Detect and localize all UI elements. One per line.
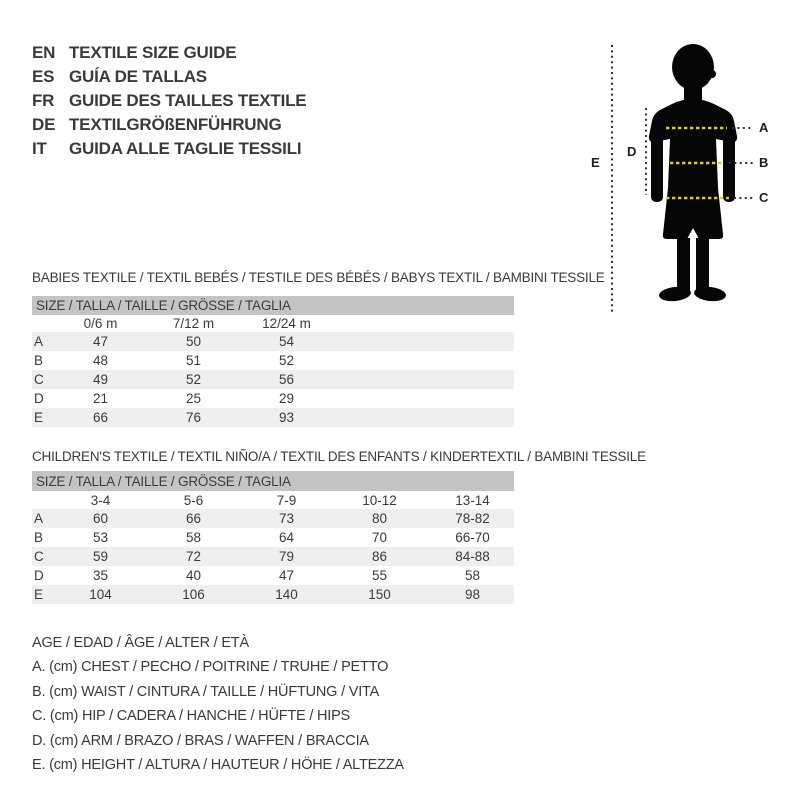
child-silhouette-icon [649, 44, 737, 303]
measurement-diagram [585, 40, 800, 325]
lang-row-es [32, 65, 306, 89]
children-col-1: 5-6 [183, 493, 204, 508]
lang-row-it [32, 137, 306, 161]
children-column-header-row [32, 492, 514, 509]
children-col-2: 7-9 [276, 493, 297, 508]
table-row: D 21 25 29 [34, 391, 295, 406]
lang-code-de: DE [32, 115, 56, 134]
table-row: A 60 66 73 80 78-82 [32, 509, 514, 528]
lang-title-fr: GUIDE DES TAILLES TEXTILE [69, 91, 307, 110]
babies-section-title: BABIES TEXTILE / TEXTIL BEBÉS / TESTILE DES BÉBÉS / BABYS TEXTIL / BAMBINI TESSILE [32, 270, 605, 285]
lang-title-de: TEXTILGRÖßENFÜHRUNG [69, 115, 282, 134]
lang-title-es: GUÍA DE TALLAS [69, 67, 207, 86]
legend-arm: D. (cm) ARM / BRAZO / BRAS / WAFFEN / BRACCIA [32, 732, 369, 749]
table-row: B 48 51 52 [34, 353, 295, 368]
children-col-3: 10-12 [362, 493, 397, 508]
table-row: C 59 72 79 86 84-88 [32, 547, 514, 566]
diagram-label-c: C [759, 190, 769, 205]
legend-hip: C. (cm) HIP / CADERA / HANCHE / HÜFTE / HIPS [32, 708, 351, 725]
diagram-label-b: B [759, 155, 769, 170]
babies-col-0: 0/6 m [83, 316, 118, 331]
language-title-block [32, 41, 306, 161]
lang-code-en: EN [32, 43, 56, 62]
table-row: C 49 52 56 [32, 370, 514, 389]
lang-title-en: TEXTILE SIZE GUIDE [69, 43, 237, 62]
babies-column-header-row [32, 315, 514, 332]
children-size-header-bar: SIZE / TALLA / TAILLE / GRÖSSE / TAGLIA [32, 471, 514, 491]
children-table [32, 492, 514, 604]
babies-col-2: 12/24 m [262, 316, 311, 331]
children-col-4: 13-14 [455, 493, 490, 508]
diagram-label-a: A [759, 120, 769, 135]
legend-waist: B. (cm) WAIST / CINTURA / TAILLE / HÜFTUNG / VITA [32, 683, 380, 700]
lang-code-fr: FR [32, 91, 55, 110]
lang-row-en [32, 41, 306, 65]
table-row: E 104 106 140 150 98 [32, 585, 514, 604]
babies-table [32, 315, 514, 427]
children-col-0: 3-4 [90, 493, 111, 508]
legend-age: AGE / EDAD / ÂGE / ALTER / ETÀ [32, 635, 249, 651]
legend-chest: A. (cm) CHEST / PECHO / POITRINE / TRUHE / PETTO [32, 659, 389, 676]
babies-col-1: 7/12 m [172, 316, 215, 331]
lang-code-it: IT [32, 139, 47, 158]
diagram-label-e: E [591, 155, 600, 170]
children-section-title: CHILDREN'S TEXTILE / TEXTIL NIÑO/A / TEXTIL DES ENFANTS / KINDERTEXTIL / BAMBINI TESSILE [32, 449, 646, 464]
lang-title-it: GUIDA ALLE TAGLIE TESSILI [69, 139, 302, 158]
measurement-legend [32, 631, 404, 777]
lang-row-fr [32, 89, 306, 113]
table-row: A 47 50 54 [32, 332, 514, 351]
table-row: D 35 40 47 55 58 [34, 568, 481, 583]
diagram-label-d: D [627, 144, 637, 159]
babies-size-header-bar: SIZE / TALLA / TAILLE / GRÖSSE / TAGLIA [32, 296, 514, 315]
table-row: E 66 76 93 [32, 408, 514, 427]
lang-row-de [32, 113, 306, 137]
lang-code-es: ES [32, 67, 55, 86]
legend-height: E. (cm) HEIGHT / ALTURA / HAUTEUR / HÖHE / ALTEZZA [32, 756, 404, 773]
table-row: B 53 58 64 70 66-70 [34, 530, 490, 545]
